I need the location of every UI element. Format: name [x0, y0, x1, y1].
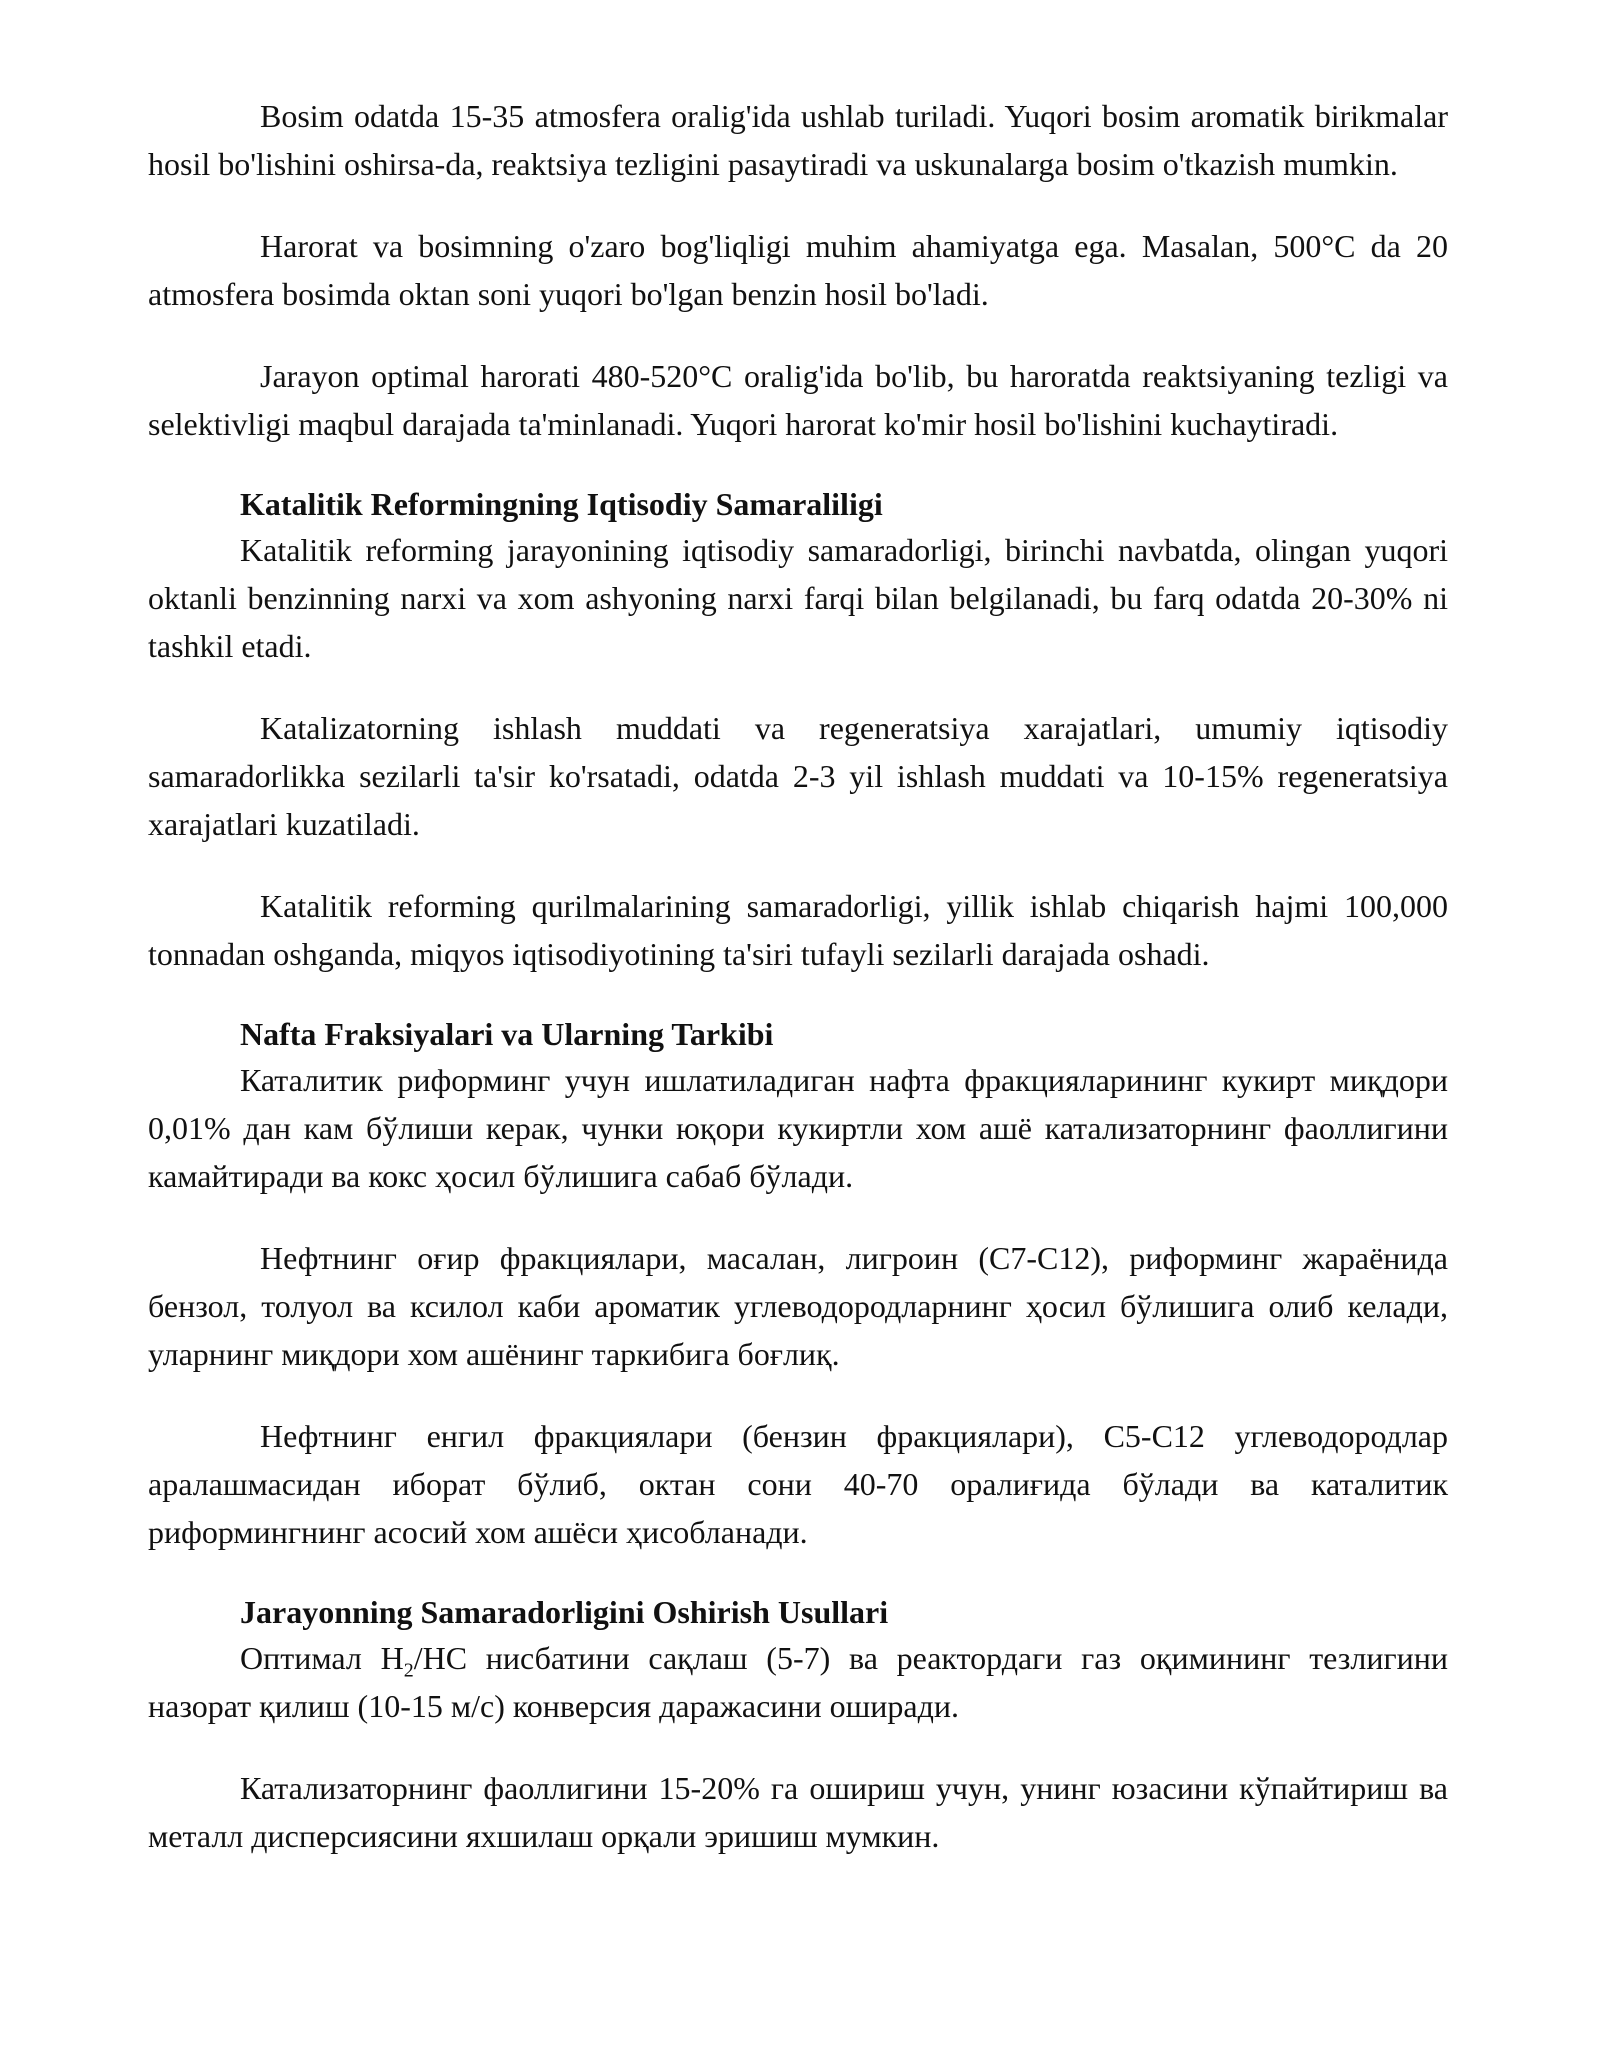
paragraph-naphtha-1: Каталитик риформинг учун ишлатиладиган нафта фракцияларининг кукирт миқдори 0,01% дан кам бўлиши керак, чунки юқори кукиртли хом ашё катализаторнинг фаоллигини камайтиради ва кокс ҳосил бўлишига сабаб бўлади.	[148, 1062, 1448, 1194]
subscript-2: 2	[403, 1659, 414, 1682]
paragraph-methods-1	[148, 1634, 1448, 1730]
paragraph-pressure: Bosim odatda 15-35 atmosfera oralig'ida ushlab turiladi. Yuqori bosim aromatik birikmalar hosil bo'lishini oshirsa-da, reaktsiya tezligini pasaytiradi va uskunalarga bosim o'tkazish mumkin.	[148, 98, 1448, 182]
heading-methods: Jarayonning Samaradorligini Oshirish Usullari	[240, 1594, 889, 1630]
heading-economics: Katalitik Reformingning Iqtisodiy Samaraliligi	[240, 486, 883, 522]
paragraph-economics-3: Katalitik reforming qurilmalarining samaradorligi, yillik ishlab chiqarish hajmi 100,000 tonnadan oshganda, miqyos iqtisodiyotining ta'siri tufayli sezilarli darajada oshadi.	[148, 888, 1448, 972]
paragraph-methods-2: Катализаторнинг фаоллигини 15-20% га ошириш учун, унинг юзасини кўпайтириш ва металл дисперсиясини яхшилаш орқали эришиш мумкин.	[148, 1770, 1448, 1854]
paragraph-economics-1: Katalitik reforming jarayonining iqtisodiy samaradorligi, birinchi navbatda, olingan yuqori oktanli benzinning narxi va xom ashyoning narxi farqi bilan belgilanadi, bu farq odatda 20-30% ni tashkil etadi.	[148, 532, 1448, 664]
heading-naphtha: Nafta Fraksiyalari va Ularning Tarkibi	[240, 1016, 774, 1052]
paragraph-naphtha-2: Нефтнинг оғир фракциялари, масалан, лигроин (C7-C12), риформинг жараёнида бензол, толуол ва ксилол каби ароматик углеводородларнинг ҳосил бўлишига олиб келади, уларнинг миқдори хом ашёнинг таркибига боғлиқ.	[148, 1240, 1448, 1372]
methods-1-before: Оптимал H	[240, 1640, 404, 1676]
document-page	[148, 92, 1448, 1894]
paragraph-temperature-pressure: Harorat va bosimning o'zaro bog'liqligi muhim ahamiyatga ega. Masalan, 500°C da 20 atmosfera bosimda oktan soni yuqori bo'lgan benzin hosil bo'ladi.	[148, 228, 1448, 312]
paragraph-economics-2: Katalizatorning ishlash muddati va regeneratsiya xarajatlari, umumiy iqtisodiy samaradorlikka sezilarli ta'sir ko'rsatadi, odatda 2-3 yil ishlash muddati va 10-15% regeneratsiya xarajatlari kuzatiladi.	[148, 710, 1448, 842]
methods-1-after: /HC нисбатини сақлаш (5-7) ва реактордаги газ оқимининг тезлигини назорат қилиш (10-15 м/с) конверсия даражасини оширади.	[148, 1640, 1449, 1724]
paragraph-optimal-temperature: Jarayon optimal harorati 480-520°C oralig'ida bo'lib, bu haroratda reaktsiyaning tezligi va selektivligi maqbul darajada ta'minlanadi. Yuqori harorat ko'mir hosil bo'lishini kuchaytiradi.	[148, 358, 1448, 442]
paragraph-naphtha-3: Нефтнинг енгил фракциялари (бензин фракциялари), C5-C12 углеводородлар аралашмасидан иборат бўлиб, октан сони 40-70 оралиғида бўлади ва каталитик риформингнинг асосий хом ашёси ҳисобланади.	[148, 1418, 1448, 1550]
